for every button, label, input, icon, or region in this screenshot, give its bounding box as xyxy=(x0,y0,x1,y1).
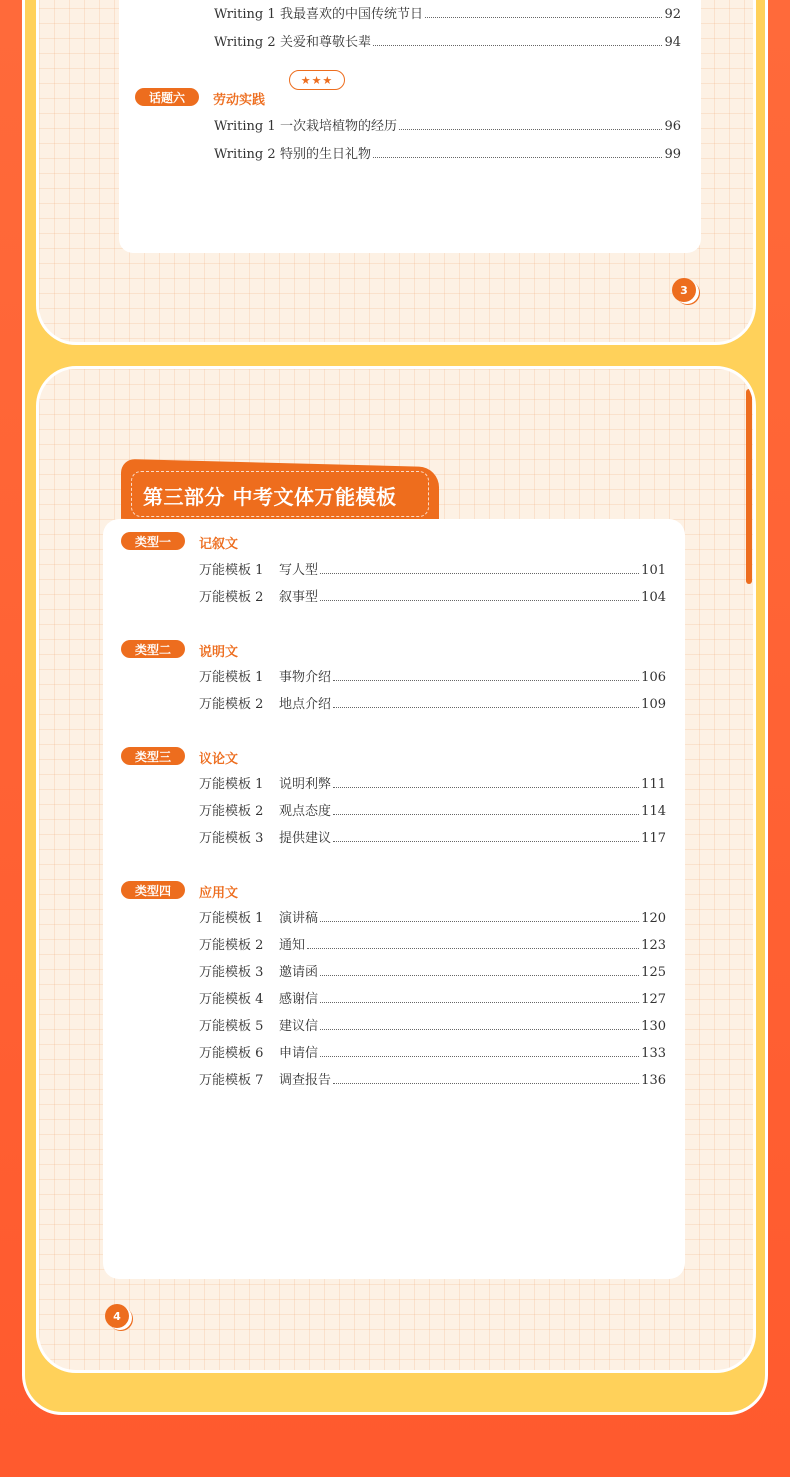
entry-page: 127 xyxy=(641,992,666,1007)
category-badge: 类型二 xyxy=(121,640,185,658)
entry-label: 万能模板 2 xyxy=(199,938,264,953)
difficulty-stars: ★★★ xyxy=(289,70,345,90)
entry-page: 104 xyxy=(641,590,666,605)
page-4 xyxy=(36,366,756,1373)
entry-title: 建议信 xyxy=(279,1019,319,1034)
entry-page: 117 xyxy=(641,831,666,846)
entry-title: 特别的生日礼物 xyxy=(280,147,372,162)
leader-dots xyxy=(333,680,639,681)
leader-dots xyxy=(320,600,639,601)
toc-entry[interactable] xyxy=(199,800,666,819)
entry-title: 一次栽培植物的经历 xyxy=(280,119,398,134)
leader-dots xyxy=(320,975,639,976)
entry-page: 130 xyxy=(641,1019,666,1034)
section-title: 第三部分 中考文体万能模板 xyxy=(143,485,397,509)
leader-dots xyxy=(320,1029,639,1030)
toc-entry[interactable] xyxy=(199,961,666,980)
leader-dots xyxy=(320,1056,639,1057)
toc-entry[interactable] xyxy=(199,559,666,578)
entry-title: 我最喜欢的中国传统节日 xyxy=(280,7,424,22)
entry-page: 101 xyxy=(641,563,666,578)
entry-title: 提供建议 xyxy=(279,831,332,846)
entry-page: 114 xyxy=(641,804,666,819)
entry-page: 109 xyxy=(641,697,666,712)
entry-label: 万能模板 2 xyxy=(199,590,264,605)
entry-page: 94 xyxy=(664,35,681,50)
page-number: 3 xyxy=(672,278,696,302)
toc-entry[interactable] xyxy=(199,586,666,605)
entry-title: 地点介绍 xyxy=(279,697,332,712)
entry-title: 邀请函 xyxy=(279,965,319,980)
category-badge: 类型一 xyxy=(121,532,185,550)
toc-entry[interactable] xyxy=(199,827,666,846)
entry-label: Writing 2 xyxy=(214,35,276,50)
leader-dots xyxy=(333,787,639,788)
entry-title: 演讲稿 xyxy=(279,911,319,926)
toc-entry[interactable] xyxy=(214,31,681,50)
entry-label: 万能模板 2 xyxy=(199,804,264,819)
entry-label: 万能模板 3 xyxy=(199,965,264,980)
entry-title: 申请信 xyxy=(279,1046,319,1061)
entry-page: 96 xyxy=(664,119,681,134)
category-name: 记叙文 xyxy=(199,537,239,552)
entry-title: 关爱和尊敬长辈 xyxy=(280,35,372,50)
entry-label: Writing 2 xyxy=(214,147,276,162)
category-name: 应用文 xyxy=(199,886,239,901)
topic-badge: 话题六 xyxy=(135,88,199,106)
toc-entry[interactable] xyxy=(199,1069,666,1088)
entry-label: 万能模板 1 xyxy=(199,670,264,685)
toc-entry[interactable] xyxy=(199,773,666,792)
entry-title: 感谢信 xyxy=(279,992,319,1007)
leader-dots xyxy=(373,45,662,46)
leader-dots xyxy=(320,921,639,922)
entry-title: 叙事型 xyxy=(279,590,319,605)
entry-label: 万能模板 7 xyxy=(199,1073,264,1088)
entry-title: 调查报告 xyxy=(279,1073,332,1088)
toc-entry[interactable] xyxy=(199,666,666,685)
leader-dots xyxy=(320,573,639,574)
leader-dots xyxy=(320,1002,639,1003)
toc-entry[interactable] xyxy=(214,143,681,162)
entry-label: Writing 1 xyxy=(214,7,276,22)
toc-entry[interactable] xyxy=(199,907,666,926)
entry-label: 万能模板 2 xyxy=(199,697,264,712)
page-number: 4 xyxy=(105,1304,129,1328)
category-name: 议论文 xyxy=(199,752,239,767)
entry-page: 111 xyxy=(641,777,666,792)
topic-name: 劳动实践 xyxy=(213,93,266,108)
entry-title: 事物介绍 xyxy=(279,670,332,685)
entry-label: 万能模板 5 xyxy=(199,1019,264,1034)
toc-entry[interactable] xyxy=(199,1042,666,1061)
category-name: 说明文 xyxy=(199,645,239,660)
entry-label: 万能模板 3 xyxy=(199,831,264,846)
entry-page: 125 xyxy=(641,965,666,980)
category-badge: 类型三 xyxy=(121,747,185,765)
leader-dots xyxy=(425,17,662,18)
scroll-indicator[interactable] xyxy=(746,389,752,584)
leader-dots xyxy=(307,948,639,949)
leader-dots xyxy=(399,129,662,130)
toc-card-bottom xyxy=(103,519,685,1279)
entry-page: 120 xyxy=(641,911,666,926)
entry-page: 106 xyxy=(641,670,666,685)
leader-dots xyxy=(333,841,639,842)
entry-title: 通知 xyxy=(279,938,306,953)
leader-dots xyxy=(333,707,639,708)
leader-dots xyxy=(373,157,662,158)
toc-entry[interactable] xyxy=(199,1015,666,1034)
toc-entry[interactable] xyxy=(199,988,666,1007)
entry-label: 万能模板 1 xyxy=(199,911,264,926)
page-3 xyxy=(36,0,756,345)
entry-label: 万能模板 1 xyxy=(199,563,264,578)
entry-page: 92 xyxy=(664,7,681,22)
entry-label: 万能模板 1 xyxy=(199,777,264,792)
toc-entry[interactable] xyxy=(214,3,681,22)
entry-page: 133 xyxy=(641,1046,666,1061)
entry-page: 123 xyxy=(641,938,666,953)
toc-entry[interactable] xyxy=(199,934,666,953)
entry-label: 万能模板 4 xyxy=(199,992,264,1007)
entry-label: 万能模板 6 xyxy=(199,1046,264,1061)
leader-dots xyxy=(333,814,639,815)
entry-title: 观点态度 xyxy=(279,804,332,819)
toc-entry[interactable] xyxy=(214,115,681,134)
leader-dots xyxy=(333,1083,639,1084)
entry-title: 说明利弊 xyxy=(279,777,332,792)
entry-page: 136 xyxy=(641,1073,666,1088)
toc-entry[interactable] xyxy=(199,693,666,712)
entry-label: Writing 1 xyxy=(214,119,276,134)
category-badge: 类型四 xyxy=(121,881,185,899)
entry-page: 99 xyxy=(664,147,681,162)
entry-title: 写人型 xyxy=(279,563,319,578)
